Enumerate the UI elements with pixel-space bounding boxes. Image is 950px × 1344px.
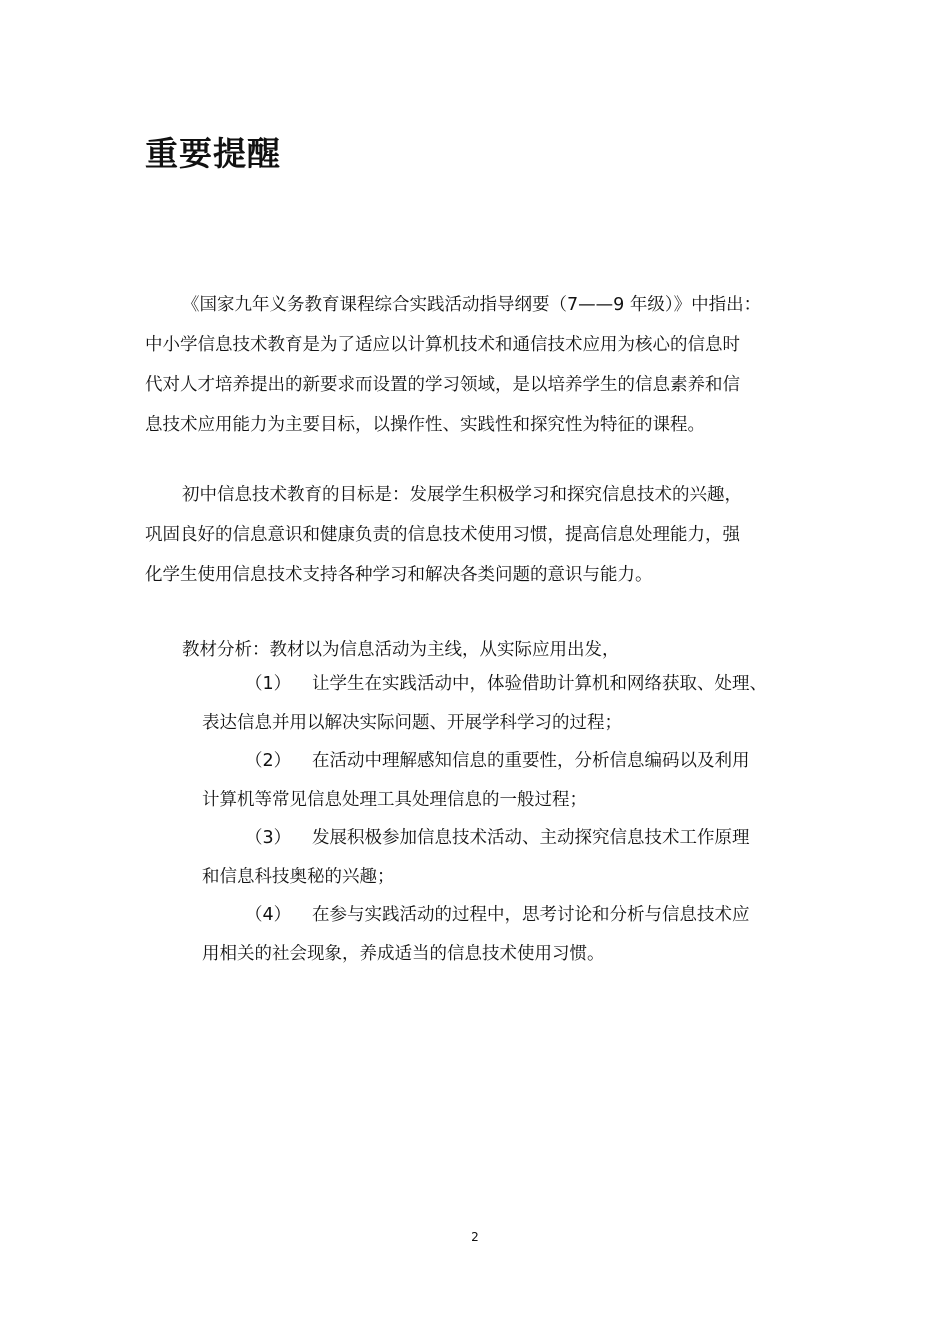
list-item-text: 表达信息并用以解决实际问题、开展学科学习的过程； [202, 712, 622, 733]
list-item-text: 让学生在实践活动中，体验借助计算机和网络获取、处理、 [312, 674, 767, 694]
list-item-text: 和信息科技奥秘的兴趣； [202, 866, 395, 887]
paragraph-line: 代对人才培养提出的新要求而设置的学习领域，是以培养学生的信息素养和信 [145, 375, 740, 395]
paragraph-curriculum-guideline [145, 285, 810, 445]
list-item-number: （2） [245, 751, 292, 771]
paragraph-line: 中小学信息技术教育是为了适应以计算机技术和通信技术应用为核心的信息时 [145, 335, 740, 355]
paragraph-line: 《国家九年义务教育课程综合实践活动指导纲要（7——9 年级）》中指出： [182, 295, 762, 315]
page-number: 2 [471, 1230, 479, 1244]
paragraph-education-goals [145, 475, 810, 595]
list-item [202, 665, 822, 742]
list-item-text: 计算机等常见信息处理工具处理信息的一般过程； [202, 789, 587, 810]
list-item-text: 发展积极参加信息技术活动、主动探究信息技术工作原理 [312, 828, 750, 848]
paragraph-line: 初中信息技术教育的目标是：发展学生积极学习和探究信息技术的兴趣， [182, 485, 742, 505]
list-item [202, 896, 822, 973]
paragraph-line: 教材分析：教材以为信息活动为主线，从实际应用出发， [182, 640, 620, 660]
list-item-number: （4） [245, 905, 292, 925]
list-item [202, 819, 822, 896]
list-item-number: （1） [245, 674, 292, 694]
list-item [202, 742, 822, 819]
page-title: 重要提醒 [145, 134, 281, 173]
paragraph-line: 息技术应用能力为主要目标，以操作性、实践性和探究性为特征的课程。 [145, 415, 705, 435]
paragraph-line: 化学生使用信息技术支持各种学习和解决各类问题的意识与能力。 [145, 565, 653, 585]
list-item-text: 在参与实践活动的过程中，思考讨论和分析与信息技术应 [312, 905, 750, 925]
textbook-analysis-list [202, 665, 822, 973]
list-item-number: （3） [245, 828, 292, 848]
list-item-text: 在活动中理解感知信息的重要性，分析信息编码以及利用 [312, 751, 750, 771]
paragraph-textbook-analysis [145, 630, 810, 670]
paragraph-line: 巩固良好的信息意识和健康负责的信息技术使用习惯，提高信息处理能力，强 [145, 525, 740, 545]
list-item-text: 用相关的社会现象，养成适当的信息技术使用习惯。 [202, 943, 605, 964]
